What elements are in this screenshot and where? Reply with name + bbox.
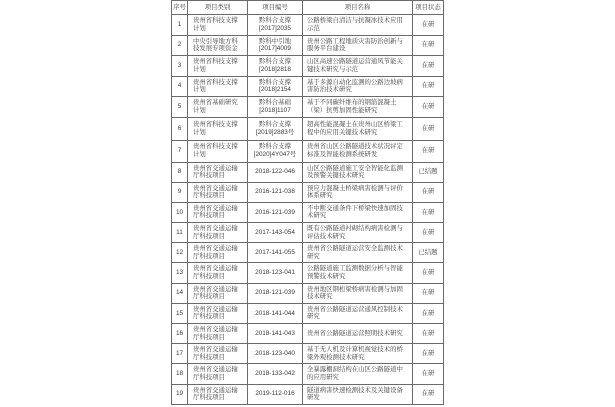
row-number-cell: 11 [172, 223, 188, 243]
project-name-cell: 公路桥梁自清洁与抗凝冰技术应用示范 [303, 15, 413, 36]
project-status-cell: 在研 [413, 182, 444, 202]
row-number-cell: 16 [172, 324, 188, 344]
row-number-cell: 17 [172, 344, 188, 364]
row-number-cell: 9 [172, 182, 188, 202]
row-number-cell: 10 [172, 202, 188, 222]
project-category-cell: 贵州省交通运输厅科技项目 [188, 202, 248, 222]
project-category-cell: 贵州省交通运输厅科技项目 [188, 243, 248, 263]
project-name-cell: 山区高速公路隧道运营通风节能关键技术研究与示范 [303, 56, 413, 77]
project-status-cell: 在研 [413, 97, 444, 118]
table-row [172, 140, 444, 162]
project-status-cell: 在研 [413, 283, 444, 303]
table-row [172, 202, 444, 222]
project-category-cell: 贵州省科技支撑计划 [188, 15, 248, 36]
table-row [172, 162, 444, 182]
project-name-cell: 不中断交通条件下桥梁快速加固技术研究 [303, 202, 413, 222]
project-name-cell: 贵州省公路隧道运营通风控制技术研究 [303, 303, 413, 323]
project-name-cell: 预应力混凝土桥梁病害检测与评价体系研究 [303, 182, 413, 202]
project-status-cell: 在研 [413, 15, 444, 36]
row-number-cell: 2 [172, 35, 188, 56]
table-row [172, 76, 444, 97]
project-category-cell: 贵州省科技支撑计划 [188, 140, 248, 162]
project-status-cell: 在研 [413, 56, 444, 77]
project-status-cell: 在研 [413, 76, 444, 97]
project-status-cell: 在研 [413, 364, 444, 384]
header-serial-number: 序号 [172, 1, 188, 15]
table-row [172, 384, 444, 404]
row-number-cell: 6 [172, 117, 188, 140]
table-header-row [172, 1, 444, 15]
project-code-cell: 2017-141-055 [248, 243, 303, 263]
table-row [172, 344, 444, 364]
project-code-cell: 2018-133-042 [248, 364, 303, 384]
project-code-cell: 黔科中引地[2017]4009 [248, 35, 303, 56]
row-number-cell: 15 [172, 303, 188, 323]
project-category-cell: 贵州省交通运输厅科技项目 [188, 182, 248, 202]
project-name-cell: 山区公路隧道施工安全智能化监测及预警关键技术研究 [303, 162, 413, 182]
project-category-cell: 贵州省交通运输厅科技项目 [188, 162, 248, 182]
project-category-cell: 贵州省交通运输厅科技项目 [188, 303, 248, 323]
project-name-cell: 基于不同碳纤维布的钢筋混凝土（梁）抗剪加固性能研究 [303, 97, 413, 118]
row-number-cell: 14 [172, 283, 188, 303]
project-name-cell: 基于多源自动化监测的公路边坡病害防治技术研究 [303, 76, 413, 97]
project-code-cell: 黔科合支撑[2020]4Y047号 [248, 140, 303, 162]
table-row [172, 182, 444, 202]
project-code-cell: 2019-112-016 [248, 384, 303, 404]
project-code-cell: 黔科合基础[2018]1107 [248, 97, 303, 118]
table-row [172, 243, 444, 263]
project-name-cell: 公路隧道施工监测数据分析与智能预警技术研究 [303, 263, 413, 283]
project-name-cell: 贵州地区钢桁梁桥病害检测与加固技术研究 [303, 283, 413, 303]
project-category-cell: 贵州省基础研究计划 [188, 97, 248, 118]
table-row [172, 283, 444, 303]
project-name-cell: 贵州省公路隧道运营照明技术研究 [303, 324, 413, 344]
project-status-cell: 在研 [413, 117, 444, 140]
table-row [172, 223, 444, 243]
project-code-cell: 2016-121-038 [248, 182, 303, 202]
project-code-cell: 黔科合支撑[2018]2154 [248, 76, 303, 97]
project-code-cell: 2018-123-041 [248, 263, 303, 283]
project-status-cell: 在研 [413, 140, 444, 162]
row-number-cell: 13 [172, 263, 188, 283]
row-number-cell: 1 [172, 15, 188, 36]
table-row [172, 324, 444, 344]
project-code-cell: 2017-143-054 [248, 223, 303, 243]
header-project-code: 项目编号 [248, 1, 303, 15]
row-number-cell: 19 [172, 384, 188, 404]
row-number-cell: 7 [172, 140, 188, 162]
project-code-cell: 2018-141-044 [248, 303, 303, 323]
table-row [172, 35, 444, 56]
project-name-cell: 既有公路隧道衬砌结构病害检测与评估技术研究 [303, 223, 413, 243]
project-code-cell: 2016-121-039 [248, 202, 303, 222]
table-row [172, 97, 444, 118]
table-body [172, 15, 444, 405]
table-row [172, 117, 444, 140]
project-status-cell: 在研 [413, 202, 444, 222]
project-code-cell: 2018-121-039 [248, 283, 303, 303]
project-status-cell: 在研 [413, 223, 444, 243]
project-category-cell: 贵州省科技支撑计划 [188, 56, 248, 77]
header-project-category: 项目类别 [188, 1, 248, 15]
project-category-cell: 中央引导地方科技发展专项资金 [188, 35, 248, 56]
project-name-cell: 基于无人机及计算机视觉技术的桥梁外观检测技术研究 [303, 344, 413, 364]
project-code-cell: 2018-123-040 [248, 344, 303, 364]
project-status-cell: 在研 [413, 384, 444, 404]
project-status-cell: 在研 [413, 344, 444, 364]
project-status-cell: 在研 [413, 324, 444, 344]
project-status-cell: 在研 [413, 303, 444, 323]
header-project-name: 项目名称 [303, 1, 413, 15]
project-name-cell: 贵州省山区公路隧道技术状况评定标准及智能检测系统研发 [303, 140, 413, 162]
row-number-cell: 8 [172, 162, 188, 182]
project-code-cell: 黔科合支撑[2019]2883号 [248, 117, 303, 140]
project-category-cell: 贵州省交通运输厅科技项目 [188, 364, 248, 384]
table-row [172, 303, 444, 323]
project-name-cell: 超高性能混凝土在贵州山区桥梁工程中的应用关键技术研究 [303, 117, 413, 140]
project-status-cell: 在研 [413, 263, 444, 283]
project-category-cell: 贵州省交通运输厅科技项目 [188, 344, 248, 364]
row-number-cell: 18 [172, 364, 188, 384]
table-row [172, 15, 444, 36]
project-category-cell: 贵州省交通运输厅科技项目 [188, 283, 248, 303]
project-code-cell: 黔科合支撑[2018]2818 [248, 56, 303, 77]
row-number-cell: 12 [172, 243, 188, 263]
header-project-status: 项目状态 [413, 1, 444, 15]
project-code-cell: 2018-122-046 [248, 162, 303, 182]
table-row [172, 364, 444, 384]
project-status-cell: 已结题 [413, 162, 444, 182]
project-category-cell: 贵州省交通运输厅科技项目 [188, 223, 248, 243]
row-number-cell: 3 [172, 56, 188, 77]
project-category-cell: 贵州省交通运输厅科技项目 [188, 324, 248, 344]
project-category-cell: 贵州省交通运输厅科技项目 [188, 263, 248, 283]
table-row [172, 56, 444, 77]
project-table [171, 0, 444, 405]
row-number-cell: 5 [172, 97, 188, 118]
project-category-cell: 贵州省科技支撑计划 [188, 117, 248, 140]
project-name-cell: 贵州省公路隧道运营安全监测技术研究 [303, 243, 413, 263]
project-status-cell: 已结题 [413, 243, 444, 263]
project-status-cell: 在研 [413, 35, 444, 56]
project-name-cell: 贵州公路工程地质灾害防治创新与服务平台建设 [303, 35, 413, 56]
project-name-cell: 全暴露棚洞结构在山区公路隧道中的应用研究 [303, 364, 413, 384]
project-category-cell: 贵州省科技支撑计划 [188, 76, 248, 97]
table-row [172, 263, 444, 283]
table-header [172, 1, 444, 15]
project-code-cell: 2018-141-043 [248, 324, 303, 344]
row-number-cell: 4 [172, 76, 188, 97]
project-name-cell: 隧道病害快速检测技术及关键设备研发 [303, 384, 413, 404]
project-category-cell: 贵州省交通运输厅科技项目 [188, 384, 248, 404]
project-code-cell: 黔科合支撑[2017]2035 [248, 15, 303, 36]
